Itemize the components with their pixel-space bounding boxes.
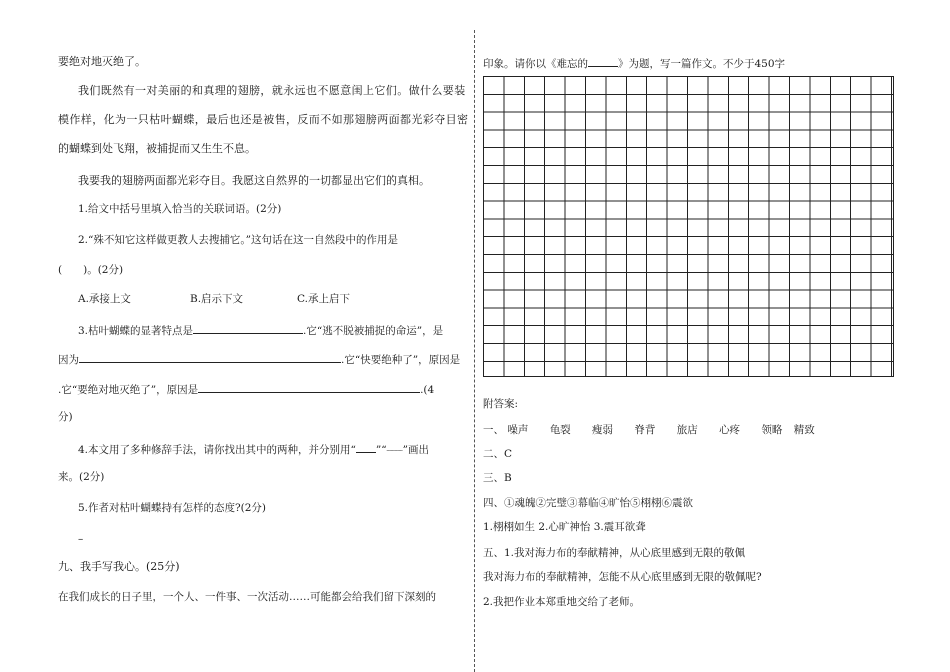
wavy-line-mark: ﹏﹏	[386, 443, 403, 452]
answers-title: 附答案:	[483, 398, 519, 410]
paragraph-line: 的蝴蝶到处飞翔，被捕捉而又生生不息。	[58, 142, 256, 155]
paragraph-line: 我们既然有一对美丽的和真理的翅膀，就永远也不愿意闺上它们。做什么要装	[78, 84, 466, 97]
answer-blank[interactable]	[193, 322, 303, 334]
title-blank[interactable]	[588, 55, 618, 67]
question-4-text: ”画出	[402, 444, 430, 456]
answer-word: 脊背	[634, 424, 656, 436]
question-4-score: 来。(2分)	[58, 471, 105, 483]
question-3-text: .(4	[420, 384, 435, 396]
question-1: 1.给文中括号里填入恰当的关联词语。(2分)	[78, 203, 282, 215]
question-3-line-2	[58, 351, 460, 367]
answer-5: 五、1.我对海力布的奉献精神，从心底里感到无限的敬佩	[483, 547, 746, 559]
section-9-title: 九、我手写我心。(25分)	[58, 560, 180, 573]
essay-writing-grid[interactable]	[483, 76, 894, 377]
question-3-text: .它“要绝对地灭绝了”，原因是	[58, 384, 199, 396]
question-3-text: .它“快要绝种了”，原因是	[341, 354, 461, 366]
answer-5-part-2: 2.我把作业本郑重地交给了老师。	[483, 596, 641, 608]
section-9-prompt: 在我们成长的日子里，一个人、一件事、一次活动……可能都会给我们留下深刻的	[58, 591, 436, 603]
question-3-text: 3.枯叶蝴蝶的显著特点是	[78, 325, 194, 337]
option-b: B.启示下文	[190, 293, 244, 305]
answer-1	[483, 423, 833, 437]
question-4-text: 4.本文用了多种修辞手法，请你找出其中的两种，并分别用“	[78, 444, 356, 456]
question-3-line-3	[58, 381, 434, 397]
answer-blank[interactable]	[198, 381, 420, 393]
question-3-text: .它“逃不脱被捕捉的命运”，是	[303, 325, 444, 337]
option-a: A.承接上文	[78, 293, 131, 305]
answer-word: 心疼	[719, 424, 741, 436]
question-3-line-1	[78, 322, 443, 338]
essay-prompt-text: 印象。请你以《难忘的	[483, 58, 588, 70]
answer-word: 旅店	[676, 424, 698, 436]
paragraph-ending: 要绝对地灭绝了。	[58, 55, 146, 68]
question-4-line-1	[78, 441, 429, 457]
paragraph-line: 我要我的翅膀两面都光彩夺目。我愿这自然界的一切都显出它们的真相。	[78, 174, 430, 187]
answer-3: 三、B	[483, 472, 512, 484]
answer-2: 二、C	[483, 448, 513, 460]
essay-prompt-text: 》为题，写一篇作文。不少于450字	[618, 58, 786, 70]
answer-word: 精致	[793, 424, 815, 436]
option-c: C.承上启下	[297, 293, 350, 305]
question-3-text: 因为	[58, 354, 79, 366]
question-2: 2.“殊不知它这样做更教人去搜捕它。”这句话在这一自然段中的作用是	[78, 234, 399, 246]
essay-prompt	[483, 55, 785, 71]
answer-word: 噪声	[507, 424, 529, 436]
answer-blank[interactable]	[79, 351, 341, 363]
answer-5-rewrite: 我对海力布的奉献精神，怎能不从心底里感到无限的敬佩呢?	[483, 571, 762, 583]
answer-1-label: 一、	[483, 424, 504, 436]
answer-4-part-2: 1.栩栩如生 2.心旷神怡 3.震耳欲聋	[483, 521, 646, 533]
question-5: 5.作者对枯叶蝴蝶持有怎样的态度?(2分)	[78, 502, 267, 514]
paragraph-line: 模作样，化为一只枯叶蝴蝶，最后也还是被售，反而不如那翅膀两面都光彩夺目密	[58, 113, 469, 126]
underline-mark	[356, 441, 376, 453]
question-4-text: ”“	[375, 444, 387, 456]
answer-4: 四、①魂魄②完璧③幕临④旷怡⑤栩栩⑥震欲	[483, 497, 693, 509]
column-divider	[474, 30, 475, 672]
answer-word: 领略	[761, 424, 783, 436]
question-5-answer-dash: –	[78, 533, 84, 545]
answer-word: 瘦弱	[592, 424, 614, 436]
answer-word: 龟裂	[549, 424, 571, 436]
question-3-score: 分)	[58, 411, 73, 423]
question-2-score: ( )。(2分)	[58, 264, 124, 276]
